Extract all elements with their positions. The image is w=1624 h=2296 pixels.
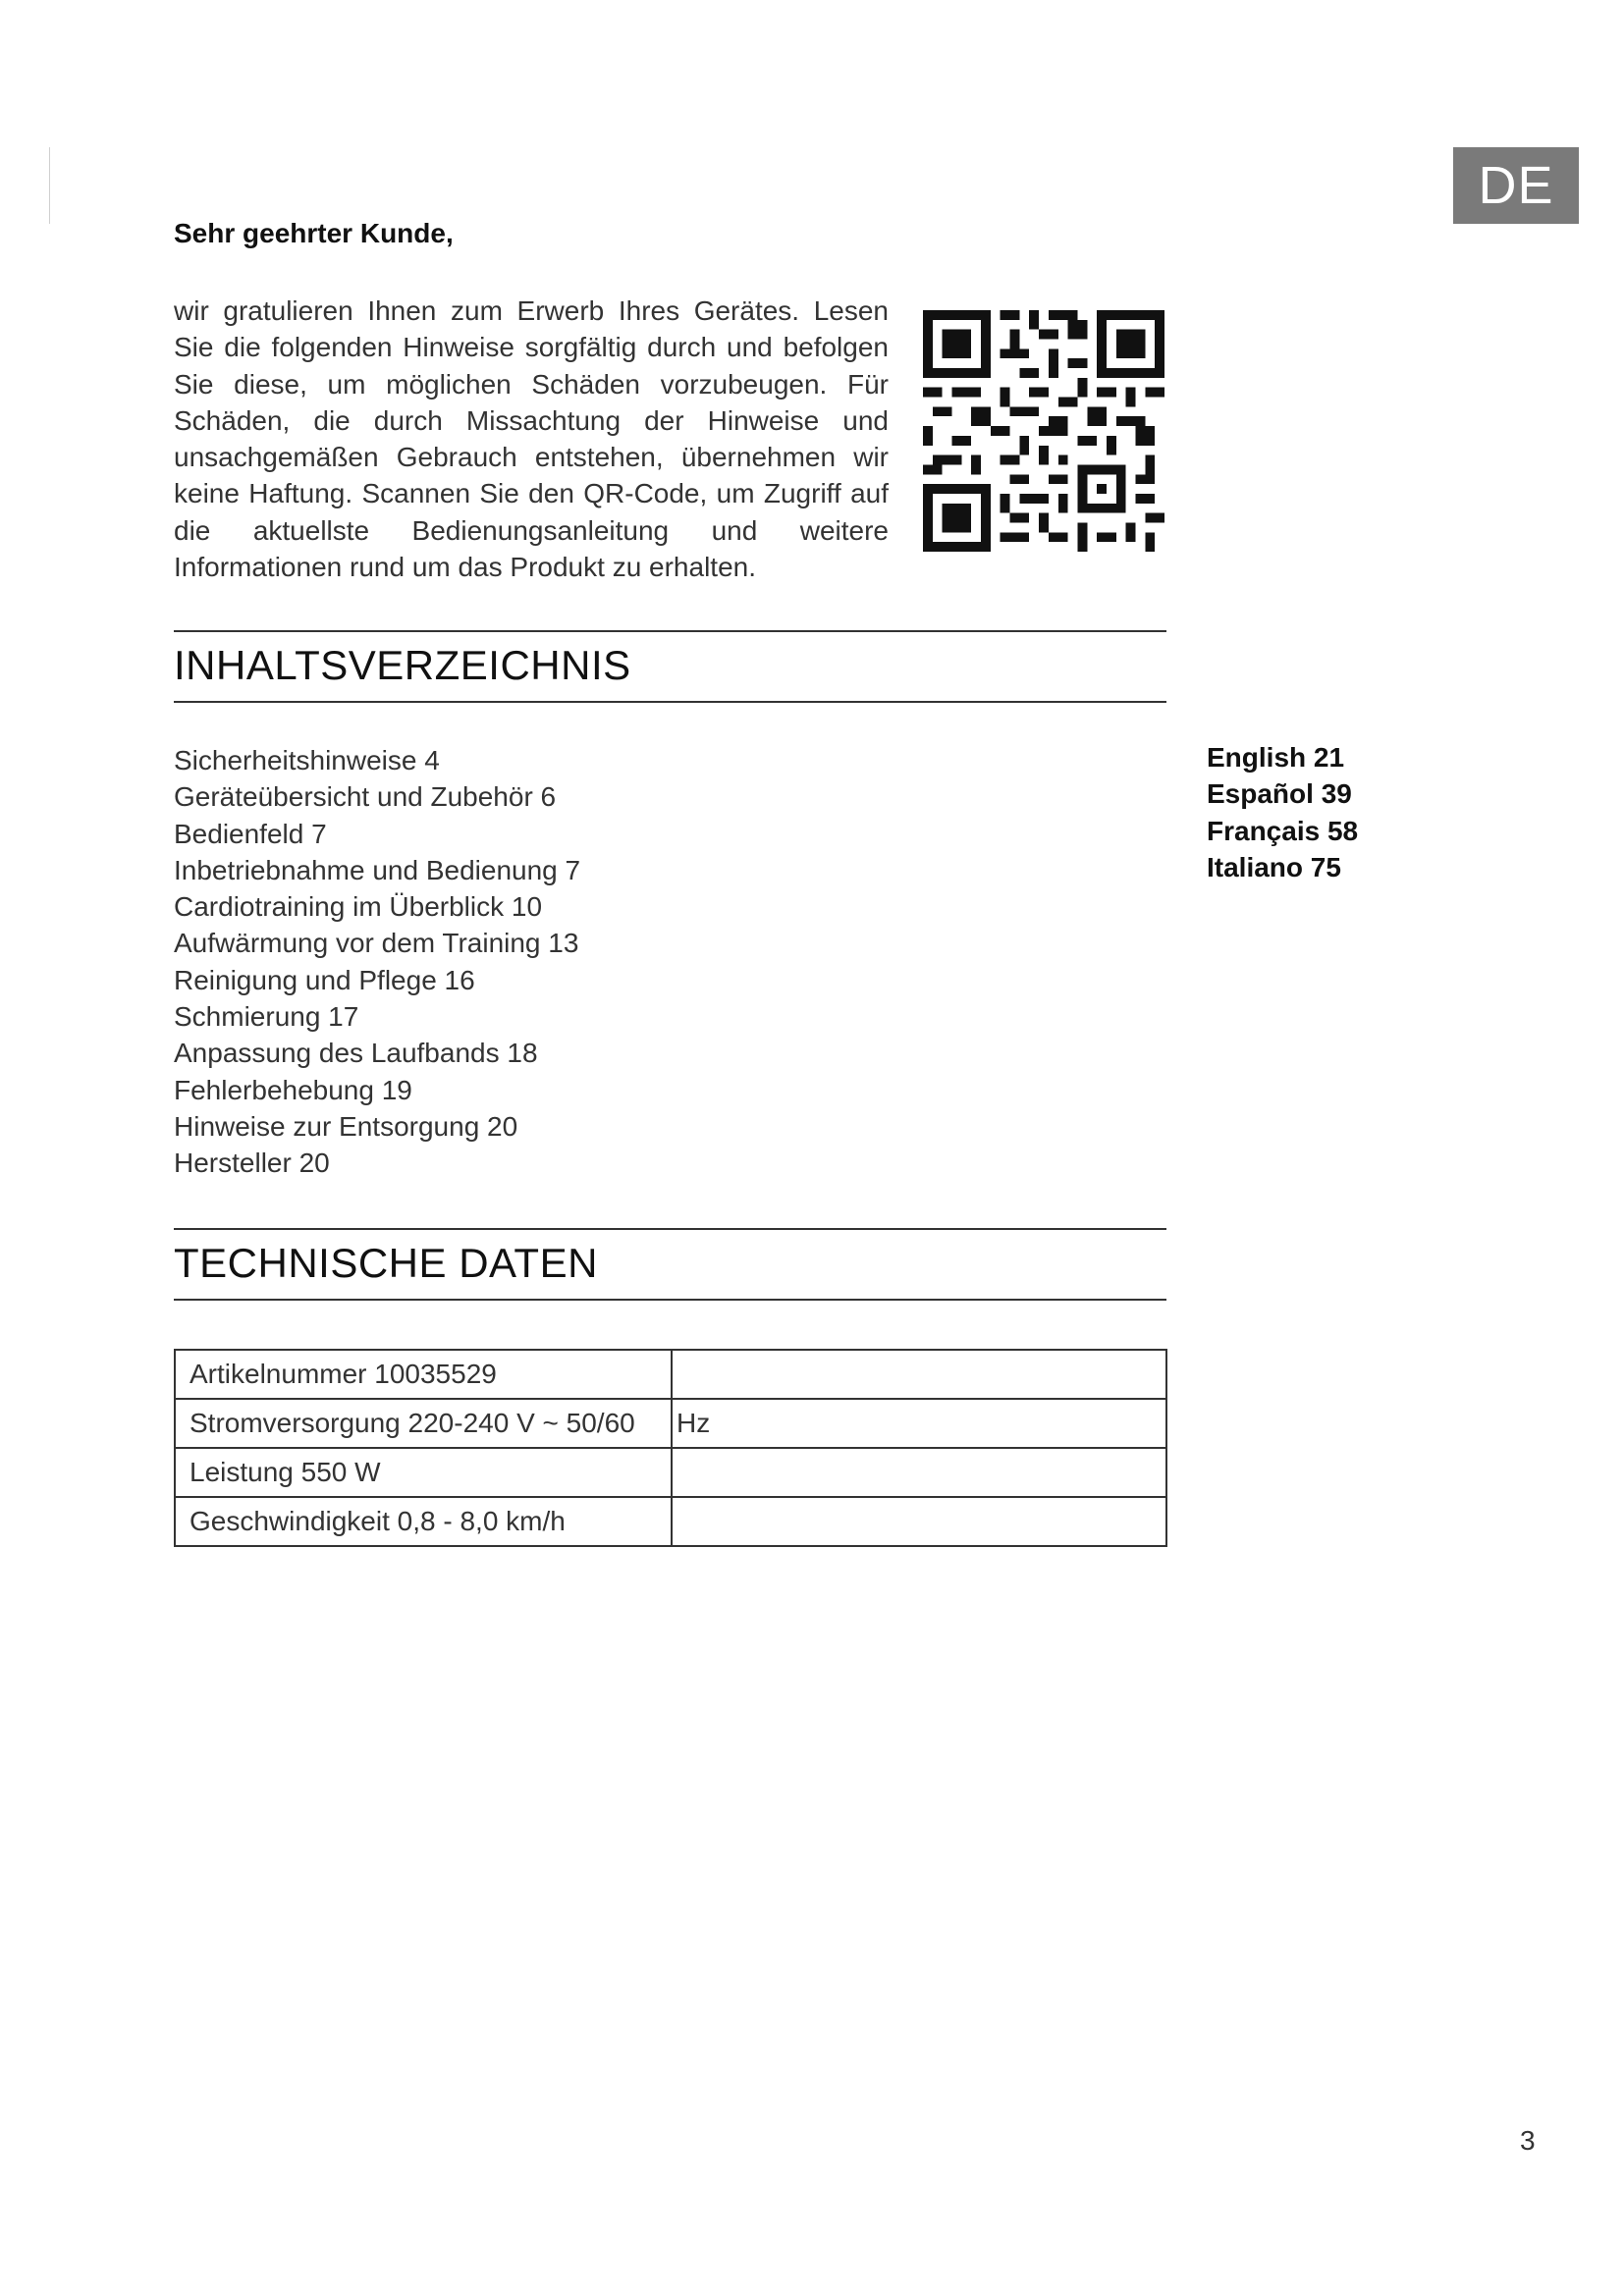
language-link-francais[interactable]: Français 58 [1207, 815, 1359, 846]
language-link-espanol[interactable]: Español 39 [1207, 778, 1352, 810]
intro-paragraph: wir gratulieren Ihnen zum Erwerb Ihres Gerätes. Lesen Sie die folgenden Hinweise sorgfältig durch und befolgen Sie diese, um möglichen Schäden vorzubeugen. Für Schäden, die durch Missachtung der Hinweise und unsachgemäßen Gebrauch entstehen, übernehmen wir keine Haftung. Scannen Sie den QR-Code, um Zugriff auf die aktuellste Bedienungsanleitung und weitere Informationen rund um das Produkt zu erhalten. [174, 295, 889, 583]
tech-title: TECHNISCHE DATEN [174, 1240, 598, 1286]
spec-cell [672, 1350, 1166, 1399]
tech-specs-table [174, 1349, 1167, 1547]
spec-cell: Hz [672, 1399, 1166, 1448]
language-tab: DE [1453, 147, 1579, 224]
language-list [1207, 739, 1358, 885]
language-link-italiano[interactable]: Italiano 75 [1207, 851, 1341, 882]
page-number: 3 [1520, 2125, 1536, 2156]
spec-cell: Stromversorgung 220-240 V ~ 50/60 [175, 1399, 672, 1448]
toc-item[interactable]: Inbetriebnahme und Bedienung 7 [174, 854, 581, 885]
table-row [175, 1448, 1166, 1497]
table-row [175, 1399, 1166, 1448]
toc-item[interactable]: Aufwärmung vor dem Training 13 [174, 928, 579, 959]
toc-item[interactable]: Cardiotraining im Überblick 10 [174, 891, 543, 923]
tech-heading-block [174, 1228, 1166, 1301]
greeting: Sehr geehrter Kunde, [174, 218, 454, 248]
toc-title: INHALTSVERZEICHNIS [174, 642, 631, 688]
toc-item[interactable]: Anpassung des Laufbands 18 [174, 1038, 538, 1069]
table-row [175, 1350, 1166, 1399]
toc-item[interactable]: Fehlerbehebung 19 [174, 1074, 412, 1105]
toc-list [174, 742, 580, 1182]
toc-item[interactable]: Bedienfeld 7 [174, 818, 327, 849]
spec-cell: Geschwindigkeit 0,8 - 8,0 km/h [175, 1497, 672, 1546]
language-link-english[interactable]: English 21 [1207, 742, 1345, 773]
toc-heading-block [174, 630, 1166, 703]
toc-item[interactable]: Sicherheitshinweise 4 [174, 745, 440, 775]
spec-cell [672, 1497, 1166, 1546]
qr-code [923, 310, 1164, 552]
toc-item[interactable]: Reinigung und Pflege 16 [174, 964, 475, 995]
toc-item[interactable]: Hersteller 20 [174, 1148, 330, 1179]
margin-rule [49, 147, 50, 224]
spec-cell: Artikelnummer 10035529 [175, 1350, 672, 1399]
toc-item[interactable]: Geräteübersicht und Zubehör 6 [174, 781, 557, 813]
toc-item[interactable]: Hinweise zur Entsorgung 20 [174, 1110, 518, 1142]
toc-item[interactable]: Schmierung 17 [174, 1001, 359, 1033]
spec-cell [672, 1448, 1166, 1497]
table-row [175, 1497, 1166, 1546]
spec-cell: Leistung 550 W [175, 1448, 672, 1497]
